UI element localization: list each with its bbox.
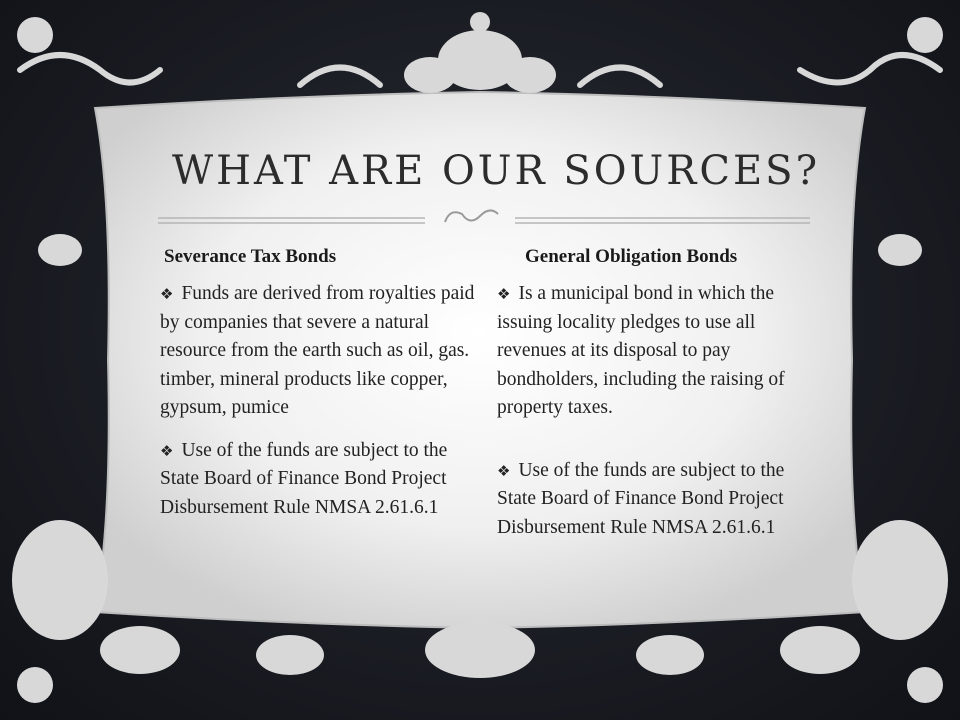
column-heading: General Obligation Bonds [525, 246, 738, 267]
diamond-flourish-icon: ❖ [160, 441, 174, 460]
diamond-flourish-icon: ❖ [497, 285, 511, 303]
column-general-obligation-bonds [497, 246, 817, 542]
frame-ornament-top-center [404, 12, 556, 93]
bullet-item: ❖ Use of the funds are subject to the State Board of Finance Bond Project Disbursement Rule NMSA 2.61.6.1 [160, 439, 448, 518]
column-severance-tax-bonds [160, 246, 480, 522]
bullet-item: ❖ Use of the funds are subject to the State Board of Finance Bond Project Disbursement Rule NMSA 2.61.6.1 [497, 459, 785, 538]
diamond-flourish-icon: ❖ [497, 461, 511, 480]
slide-title: WHAT ARE OUR SOURCES? [172, 148, 821, 194]
diamond-flourish-icon: ❖ [160, 285, 174, 303]
frame-ornament-bottom [100, 622, 860, 678]
column-heading: Severance Tax Bonds [164, 246, 337, 267]
bullet-item: ❖ Funds are derived from royalties paid by companies that severe a natural resource from the earth such as oil, gas. timber, mineral products like copper, gypsum, pumice [160, 283, 475, 418]
bullet-item: ❖ Is a municipal bond in which the issuing locality pledges to use all revenues at its disposal to pay bondholders, including the raising of property taxes. [497, 283, 785, 418]
